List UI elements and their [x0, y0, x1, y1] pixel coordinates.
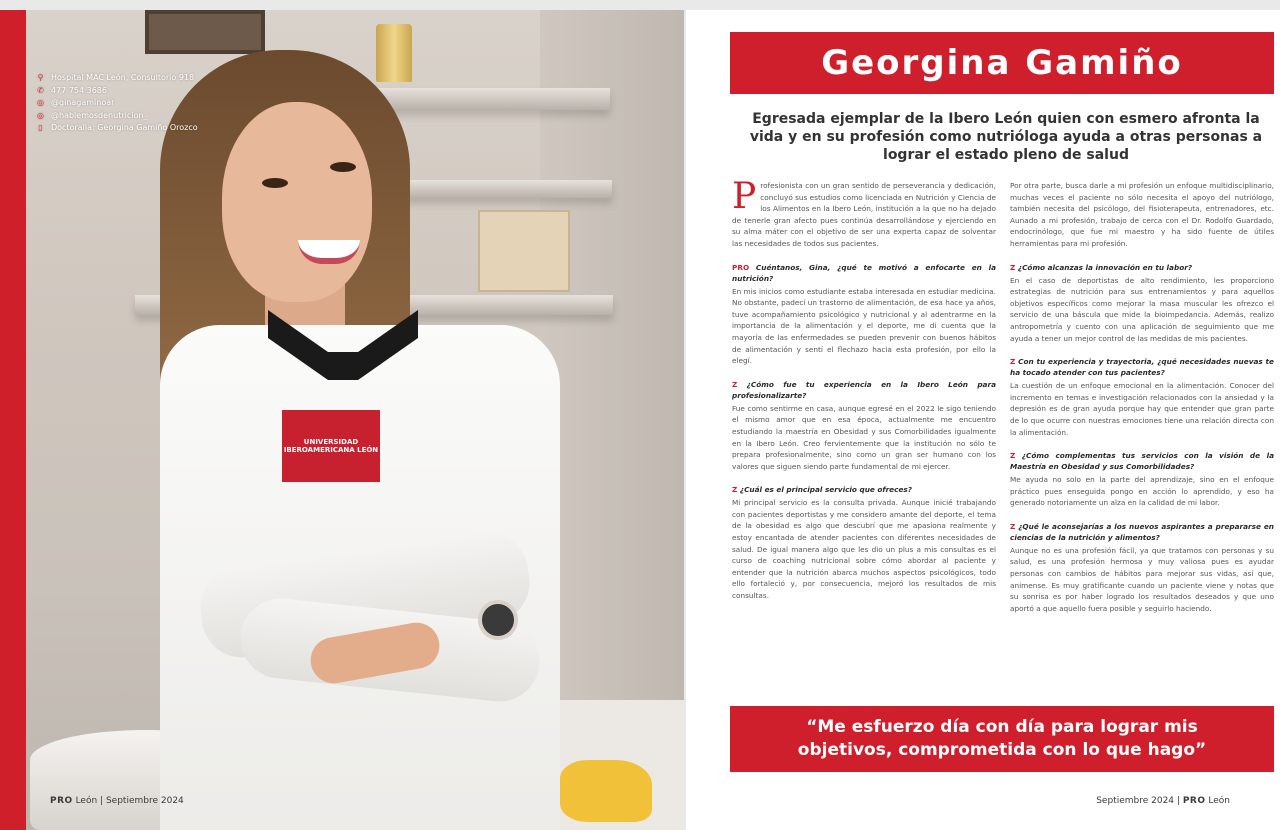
university-logo-patch: UNIVERSIDAD IBEROAMERICANA LEÓN — [282, 410, 380, 482]
right-eye — [330, 162, 356, 172]
answer-7: Aunque no es una profesión fácil, ya que tratamos con personas y su salud, es una profesión hermosa y muy valiosa pues es ayudar personas con cambios de hábitos para mejorar sus vidas, así que, anímense. Es muy gratificante cuando un paciente viene y notas que su sonrisa es por haber logrado los resultados deseados y que uno aportó a que aquello fuera posible y seguirlo haciendo. — [1010, 545, 1274, 613]
article-body — [732, 176, 1274, 620]
question-2: Z ¿Cómo fue tu experiencia en la Ibero León para profesionalizarte? — [732, 379, 996, 400]
z-mark: Z — [1010, 451, 1016, 461]
perfume-bottle — [376, 24, 412, 82]
contact-phone: ✆ 477 754 3686 — [36, 85, 198, 98]
wristwatch — [478, 600, 518, 640]
instagram-icon: ◎ — [37, 98, 44, 107]
z-mark: Z — [732, 379, 738, 389]
z-mark: Z — [1010, 262, 1016, 272]
shelf-top — [360, 88, 610, 110]
contact-instagram-1: ◎ @ginagaminoar — [36, 97, 198, 110]
brand-logo: PRO — [50, 796, 73, 806]
answer-3: Mi principal servicio es la consulta privada. Aunque inicié trabajando con pacientes deportistas y me considero amante del deporte, el tema de la obesidad es algo que descubrí que me apasiona realmente y estoy encantada de atender pacientes con diferentes necesidades de salud. De igual manera algo que les dio un plus a mis consultas es el curso de coaching nutricional sobre cómo abordar al paciente y entender que la nutrición abarca muchos aspectos psicológicos, todo ello fortaleció y, por consecuencia, mejoró los resultados de mis consultas. — [732, 498, 996, 601]
right-page-article — [686, 10, 1280, 830]
z-mark: Z — [1010, 357, 1016, 367]
footer-right: Septiembre 2024 | PRO León — [1096, 796, 1230, 806]
question-6: Z ¿Cómo complementas tus servicios con la visión de la Maestría en Obesidad y sus Comorbilidades? — [1010, 451, 1274, 472]
drop-cap: P — [732, 176, 757, 217]
contact-address: ⚲ Hospital MAC León, Consultorio 918 — [36, 72, 198, 85]
question-1: PRO Cuéntanos, Gina, ¿qué te motivó a enfocarte en la nutrición? — [732, 262, 997, 283]
z-mark: Z — [732, 485, 738, 495]
contact-doctoralia: ▯ Doctoralia: Georgina Gamiño Orozco — [36, 122, 198, 135]
intro-paragraph: Profesionista con un gran sentido de perseverancia y dedicación, concluyó sus estudios como licenciada en Nutrición y Ciencia de los Alimentos en la Ibero León, institución a la que no ha dejado de tenerle gran afecto pues continúa desarrollándose y ejerciendo en su alma máter con el objetivo de ser una experta capaz de solventar las necesidades de todos sus pacientes. — [732, 176, 996, 248]
article-title: Georgina Gamiño — [821, 43, 1183, 83]
mobile-icon: ▯ — [38, 123, 43, 132]
answer-5: La cuestión de un enfoque emocional en la alimentación. Conocer del incremento en temas e investigación relacionados con la ansiedad y la depresión es de gran ayuda porque hay que entender que gran parte de lo que ocurre con nuestras emociones tiene una relación directa con la alimentación. — [1010, 381, 1274, 437]
sponge — [560, 760, 652, 822]
footer-left: PRO León | Septiembre 2024 — [50, 796, 184, 806]
shelf-middle — [380, 180, 612, 198]
location-pin-icon: ⚲ — [37, 73, 44, 82]
z-mark: Z — [1010, 521, 1016, 531]
instagram-icon: ◎ — [37, 110, 44, 120]
answer-6: Me ayuda no solo en la parte del aprendizaje, sino en el enfoque práctico pues enseguida pongo en acción lo aprendido, y eso ha generado notoriamente un alza en la calidad de mi labor. — [1010, 475, 1274, 508]
multidisciplinary-paragraph: Por otra parte, busca darle a mi profesión un enfoque multidisciplinario, muchas veces el paciente no sólo necesita el apoyo del nutriólogo, también necesita del psicólogo, del fisioterapeuta, entrenadores, etc. Aunado a mi profesión, trabajo de cerca con el Dr. Rodolfo Guardado, endocrinólogo, que fue mi maestro y ha sido fuente de útiles herramientas para mi profesión. — [1010, 181, 1274, 248]
column-right — [1010, 180, 1274, 620]
pull-quote: “Me esfuerzo día con día para lograr mis objetivos, comprometida con lo que hago” — [797, 717, 1207, 760]
left-page-photo — [0, 10, 684, 830]
title-banner — [730, 32, 1274, 94]
question-7: Z ¿Qué le aconsejarías a los nuevos aspirantes a prepararse en ciencias de la nutrición y alimentos? — [1010, 521, 1274, 542]
picture-frame — [145, 10, 265, 54]
question-3: Z ¿Cuál es el principal servicio que ofreces? — [732, 485, 912, 495]
contact-info — [36, 72, 198, 135]
face — [222, 102, 372, 302]
article-subtitle: Egresada ejemplar de la Ibero León quien con esmero afronta la vida y en su profesión como nutrióloga ayuda a otras personas a lograr el estado pleno de salud — [749, 111, 1263, 163]
question-4: Z ¿Cómo alcanzas la innovación en tu labor? — [1010, 262, 1193, 272]
answer-2: Fue como sentirme en casa, aunque egresé en el 2022 le sigo teniendo el mismo amor que en esa época, actualmente me encuentro estudiando la maestría en Obesidad y sus Comorbilidades igualmente en la Ibero León. Creo fervientemente que la institución no sólo te prepara profesionalmente, sino como un gran ser humano con los valores que siguen siendo parte fundamental de mi ejercer. — [732, 403, 996, 471]
question-5: Z Con tu experiencia y trayectoria, ¿qué necesidades nuevas te ha tocado atender con tus pacientes? — [1010, 357, 1274, 378]
column-left — [732, 176, 997, 620]
phone-icon: ✆ — [37, 85, 44, 95]
answer-1: En mis inicios como estudiante estaba interesada en estudiar medicina. No obstante, padecí un trastorno de alimentación, de esa hace ya años, tuve acompañamiento psicológico y nutricional y al adentrarme en la importancia de la alimentación y el deporte, me di cuenta que la mayoría de las enfermedades se pueden prevenir con buenos hábitos de alimentación y sentí el flechazo hacia esta profesión, por ello la elegí. — [732, 286, 996, 366]
brand-logo: PRO — [1182, 796, 1206, 806]
pro-mark: PRO — [732, 262, 750, 272]
pull-quote-banner — [730, 706, 1274, 772]
red-edge-strip — [0, 10, 26, 830]
left-eye — [262, 178, 288, 188]
contact-instagram-2: ◎ @hablemosdenutricion_ — [36, 110, 198, 123]
book-on-shelf — [478, 210, 570, 292]
answer-4: En el caso de deportistas de alto rendimiento, les proporciono estrategias de nutrición para sus entrenamientos y para aquellos objetivos específicos como mejorar la masa muscular les ofrezco el servicio de una báscula que mide la bioimpedancia. Además, realizo antropometría y cuento con una aplicación de seguimiento que me ayuda a tener un mejor control de las medidas de mis pacientes. — [1010, 275, 1274, 343]
